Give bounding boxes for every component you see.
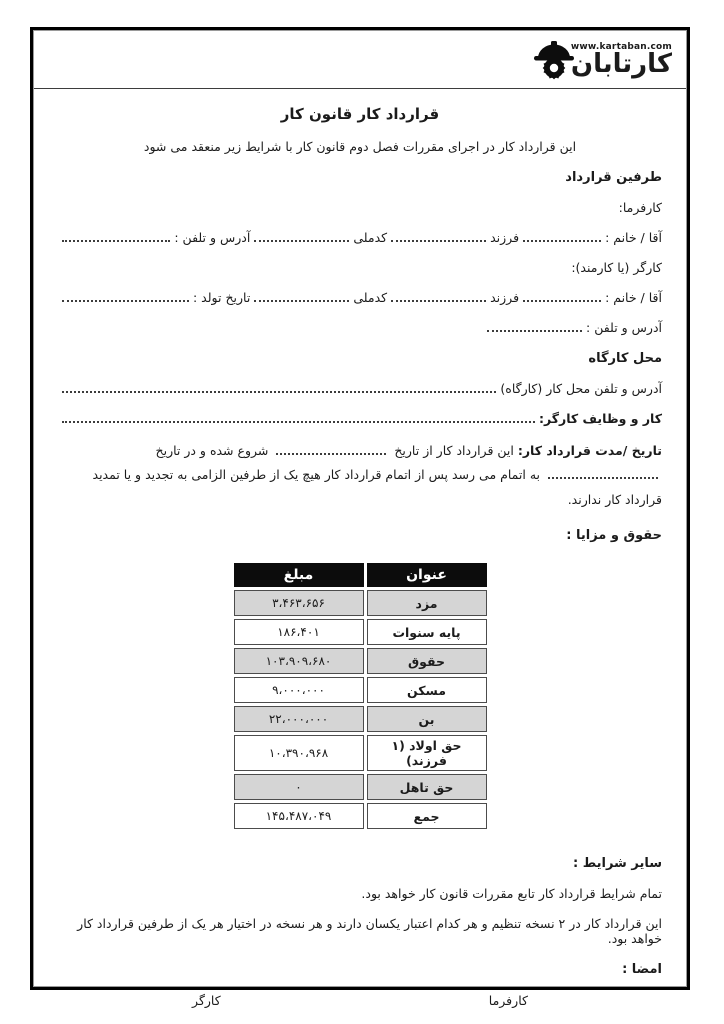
other-terms-line1: تمام شرایط قرارداد کار تابع مقررات قانون کار خواهد بود.	[361, 886, 662, 902]
worker-address-field	[487, 326, 582, 332]
employer-name-field	[523, 236, 601, 242]
duration-text-middle: شروع شده و در تاریخ	[155, 443, 269, 458]
salary-table	[231, 560, 490, 832]
start-date-field	[276, 449, 386, 455]
table-row: حق تاهل ۰	[234, 774, 487, 800]
page-inner-border	[33, 30, 687, 1009]
employer-address-label: آدرس و تلفن :	[174, 230, 251, 245]
worker-address-label: آدرس و تلفن :	[586, 320, 662, 335]
worker-info-line	[58, 290, 662, 305]
duration-label: تاریخ /مدت قرارداد کار:	[517, 443, 662, 458]
title-column-header: عنوان	[367, 563, 487, 587]
signature-heading: امضا :	[622, 962, 662, 978]
logo-url-text: www.kartaban.com	[570, 42, 672, 52]
worker-name-label: آقا / خانم :	[605, 290, 662, 305]
duration-paragraph	[58, 439, 662, 512]
signature-row	[58, 993, 662, 1008]
worker-birth-field	[62, 296, 189, 302]
worker-name-field	[523, 296, 601, 302]
document-title: قرارداد کار قانون کار	[280, 105, 440, 123]
amount-column-header: مبلغ	[234, 563, 364, 587]
workplace-heading: محل کارگاه	[588, 351, 662, 366]
salary-heading: حقوق و مزایا :	[566, 528, 662, 544]
worker-father-label: فرزند	[490, 290, 520, 305]
kartaban-logo	[531, 36, 672, 84]
logo-text-block	[571, 42, 672, 77]
table-row: مزد ۳،۴۶۳،۶۵۶	[234, 590, 487, 616]
duties-label: کار و وظایف کارگر:	[538, 411, 662, 426]
table-row: حقوق ۱۰۳،۹۰۹،۶۸۰	[234, 648, 487, 674]
table-row: جمع ۱۴۵،۴۸۷،۰۴۹	[234, 803, 487, 829]
employer-father-label: فرزند	[490, 230, 520, 245]
duties-field	[62, 417, 535, 423]
intro-line: این قرارداد کار در اجرای مقررات فصل دوم قانون کار با شرایط زیر منعقد می شود	[143, 139, 577, 154]
other-terms-line2: این قرارداد کار در ۲ نسخه تنظیم و هر کدام اعتبار یکسان دارند و هر نسخه در اختیار هر یک از طرفین قرارداد کار خواهد بود.	[77, 916, 662, 947]
duration-text-end: به اتمام می رسد پس از اتمام قرارداد کار هیچ یک از طرفین الزامی به تجدید و یا تمدید قرارداد کار ندارند.	[92, 467, 662, 507]
table-row: مسکن ۹،۰۰۰،۰۰۰	[234, 677, 487, 703]
table-row: پایه سنوات ۱۸۶،۴۰۱	[234, 619, 487, 645]
logo-brand-text: کارتابان	[570, 49, 672, 79]
worker-signature-label: کارگر	[192, 993, 221, 1009]
worker-label: کارگر (یا کارمند):	[571, 260, 662, 275]
workplace-address-field	[62, 387, 496, 393]
other-terms-heading: سایر شرایط :	[572, 856, 662, 872]
workplace-address-line	[58, 381, 662, 396]
duties-line	[58, 411, 662, 426]
worker-nid-field	[254, 296, 349, 302]
page-header	[34, 31, 686, 89]
parties-heading: طرفین قرارداد	[565, 170, 662, 185]
table-row: بن ۲۲،۰۰۰،۰۰۰	[234, 706, 487, 732]
salary-table-body	[234, 590, 487, 829]
table-row: حق اولاد (۱ فرزند) ۱۰،۳۹۰،۹۶۸	[234, 735, 487, 771]
employer-signature-label: کارفرما	[488, 993, 528, 1009]
duration-text-start: این قرارداد کار از تاریخ	[394, 443, 514, 458]
worker-father-field	[391, 296, 486, 302]
employer-label: کارفرما:	[618, 200, 662, 215]
employer-name-label: آقا / خانم :	[605, 230, 662, 245]
employer-info-line	[58, 230, 662, 245]
worker-nid-label: کدملی	[353, 290, 388, 305]
worker-address-line	[58, 320, 662, 335]
employer-father-field	[391, 236, 486, 242]
contract-body	[34, 89, 686, 1008]
employer-address-field	[62, 236, 170, 242]
employer-nid-label: کدملی	[353, 230, 388, 245]
end-date-field	[548, 473, 658, 479]
page-border	[30, 27, 690, 1009]
workplace-address-label: آدرس و تلفن محل کار (کارگاه)	[500, 381, 662, 396]
employer-nid-field	[254, 236, 349, 242]
salary-table-head	[234, 563, 487, 587]
worker-birth-label: تاریخ تولد :	[193, 290, 251, 305]
salary-table-wrap	[58, 560, 662, 832]
